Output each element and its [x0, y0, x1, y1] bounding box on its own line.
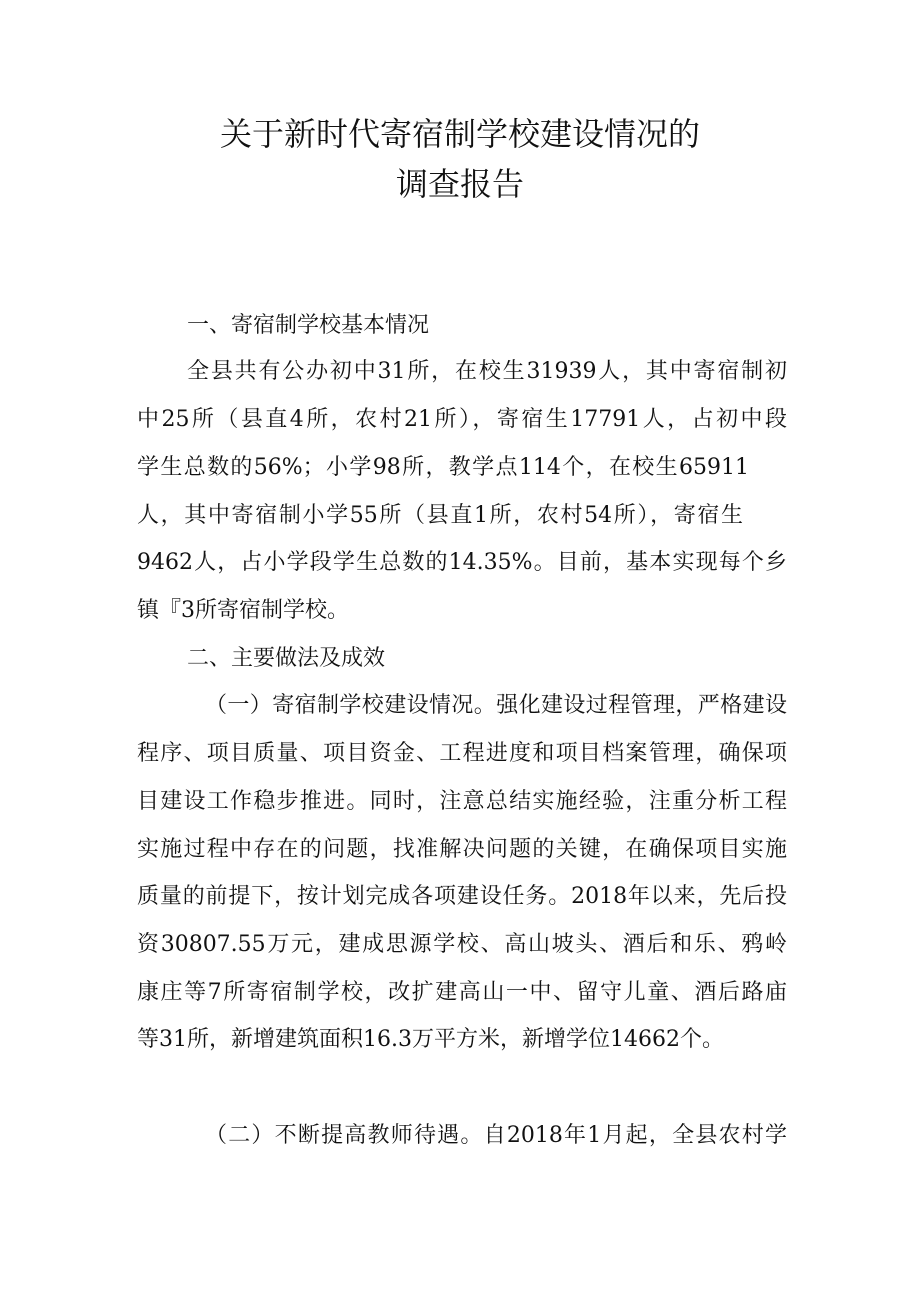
paragraph-line: 9462人，占小学段学生总数的14.35%。目前，基本实现每个乡: [137, 550, 787, 575]
paragraph-line: （一）寄宿制学校建设情况。强化建设过程管理，严格建设: [205, 693, 787, 718]
paragraph-line: 等31所，新增建筑面积16.3万平方米，新增学位14662个。: [137, 1027, 724, 1052]
paragraph-line: 镇『3所寄宿制学校。: [137, 598, 349, 623]
paragraph-line: 学生总数的56%；小学98所，教学点114个，在校生65911: [137, 455, 749, 480]
paragraph-line: 康庄等7所寄宿制学校，改扩建高山一中、留守儿童、酒后路庙: [137, 980, 787, 1005]
paragraph-line: 资30807.55万元，建成思源学校、高山坡头、酒后和乐、鸦岭: [137, 932, 787, 957]
paragraph-line: 目建设工作稳步推进。同时，注意总结实施经验，注重分析工程: [137, 789, 787, 814]
paragraph-line: 实施过程中存在的问题，找准解决问题的关键，在确保项目实施: [137, 837, 787, 862]
document-title-line-1: 关于新时代寄宿制学校建设情况的: [219, 115, 700, 153]
section-heading-2: 二、主要做法及成效: [187, 646, 386, 671]
document-title-line-2: 调查报告: [395, 165, 524, 203]
paragraph-line: 程序、项目质量、项目资金、工程进度和项目档案管理，确保项: [137, 741, 787, 766]
paragraph-line: （二）不断提高教师待遇。自2018年1月起，全县农村学: [205, 1123, 787, 1148]
paragraph-line: 人，其中寄宿制小学55所（县直1所，农村54所），寄宿生: [137, 503, 743, 528]
paragraph-line: 质量的前提下，按计划完成各项建设任务。2018年以来，先后投: [137, 884, 787, 909]
paragraph-line: 全县共有公办初中31所，在校生31939人，其中寄宿制初: [187, 359, 787, 384]
section-heading-1: 一、寄宿制学校基本情况: [187, 313, 430, 338]
paragraph-line: 中25所（县直4所，农村21所），寄宿生17791人，占初中段: [137, 407, 787, 432]
